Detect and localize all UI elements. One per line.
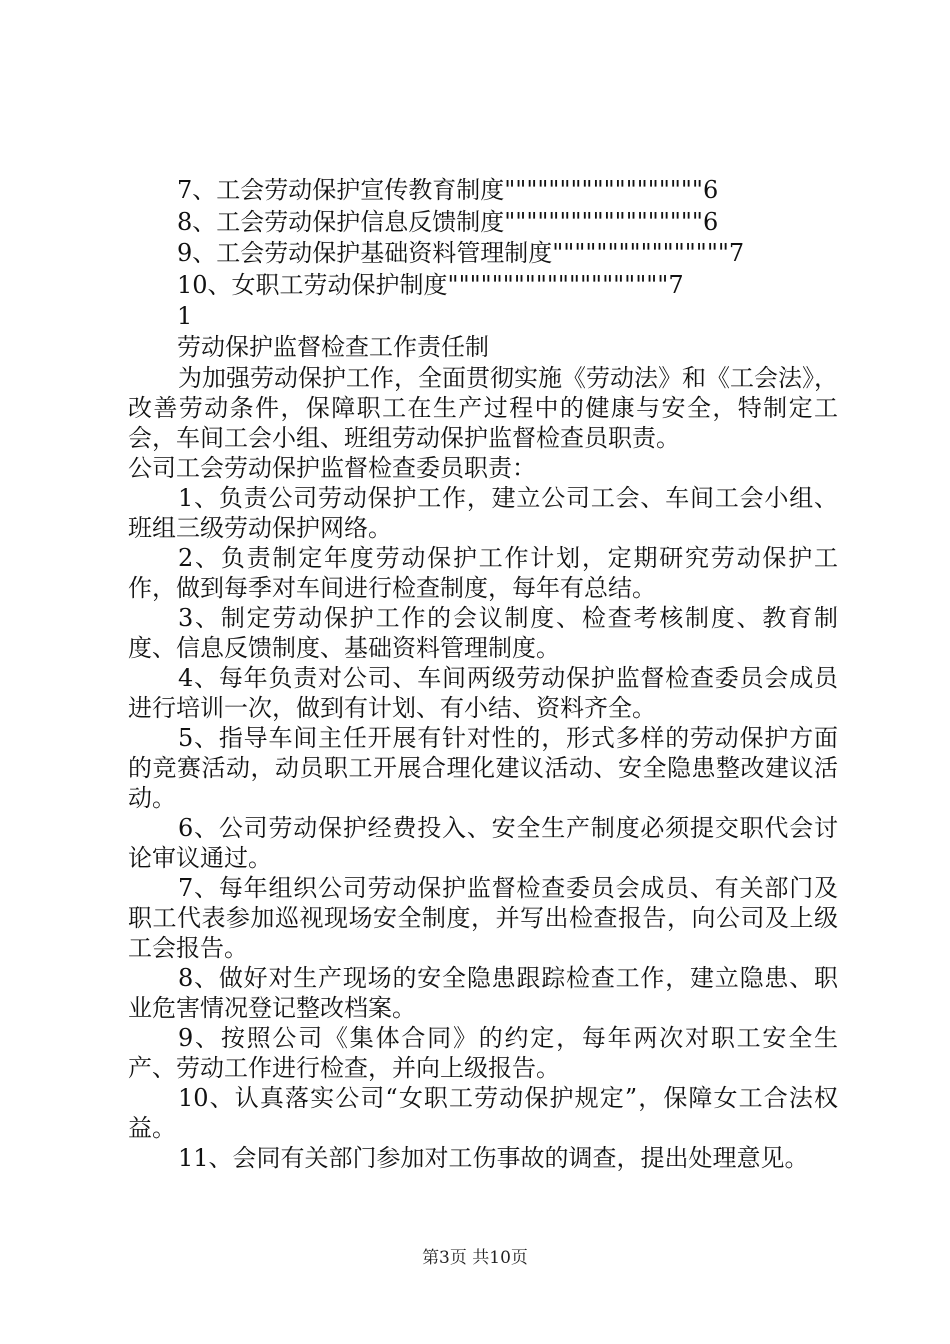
- duty-item: 7、每年组织公司劳动保护监督检查委员会成员、有关部门及职工代表参加巡视现场安全制度，并写出检查报告，向公司及上级工会报告。: [128, 874, 838, 962]
- page-footer: 第3页 共10页: [422, 1248, 528, 1268]
- duty-item: 4、每年负责对公司、车间两级劳动保护监督检查委员会成员进行培训一次，做到有计划、有小结、资料齐全。: [128, 664, 838, 722]
- duty-item: 2、负责制定年度劳动保护工作计划，定期研究劳动保护工作，做到每季对车间进行检查制度，每年有总结。: [128, 544, 838, 602]
- table-of-contents: [177, 175, 877, 301]
- section-title: 劳动保护监督检查工作责任制: [177, 333, 489, 361]
- duty-item: 6、公司劳动保护经费投入、安全生产制度必须提交职代会讨论审议通过。: [128, 814, 838, 872]
- duty-item: 5、指导车间主任开展有针对性的，形式多样的劳动保护方面的竞赛活动，动员职工开展合理化建议活动、安全隐患整改建议活动。: [128, 724, 838, 812]
- duty-item: 1、负责公司劳动保护工作，建立公司工会、车间工会小组、班组三级劳动保护网络。: [128, 484, 838, 542]
- duty-item: 9、按照公司《集体合同》的约定，每年两次对职工安全生产、劳动工作进行检查，并向上级报告。: [128, 1024, 838, 1082]
- subheading: 公司工会劳动保护监督检查委员职责：: [128, 454, 536, 482]
- duty-item: 3、制定劳动保护工作的会议制度、检查考核制度、教育制度、信息反馈制度、基础资料管理制度。: [128, 604, 838, 662]
- page-number-marker: 1: [177, 302, 193, 330]
- toc-entry: 8、工会劳动保护信息反馈制度""""""""""""""""""6: [177, 207, 719, 236]
- duty-item: 10、认真落实公司“女职工劳动保护规定”，保障女工合法权益。: [128, 1084, 838, 1142]
- document-body: [128, 363, 838, 1173]
- toc-entry: 7、工会劳动保护宣传教育制度""""""""""""""""""6: [177, 176, 719, 204]
- duty-item: 11、会同有关部门参加对工伤事故的调查，提出处理意见。: [178, 1144, 809, 1172]
- toc-entry: 10、女职工劳动保护制度""""""""""""""""""""7: [177, 270, 684, 299]
- intro-paragraph: 为加强劳动保护工作，全面贯彻实施《劳动法》和《工会法》，改善劳动条件，保障职工在生产过程中的健康与安全，特制定工会，车间工会小组、班组劳动保护监督检查员职责。: [128, 364, 838, 452]
- duty-item: 8、做好对生产现场的安全隐患跟踪检查工作，建立隐患、职业危害情况登记整改档案。: [128, 964, 838, 1022]
- toc-entry: 9、工会劳动保护基础资料管理制度""""""""""""""""7: [177, 239, 745, 267]
